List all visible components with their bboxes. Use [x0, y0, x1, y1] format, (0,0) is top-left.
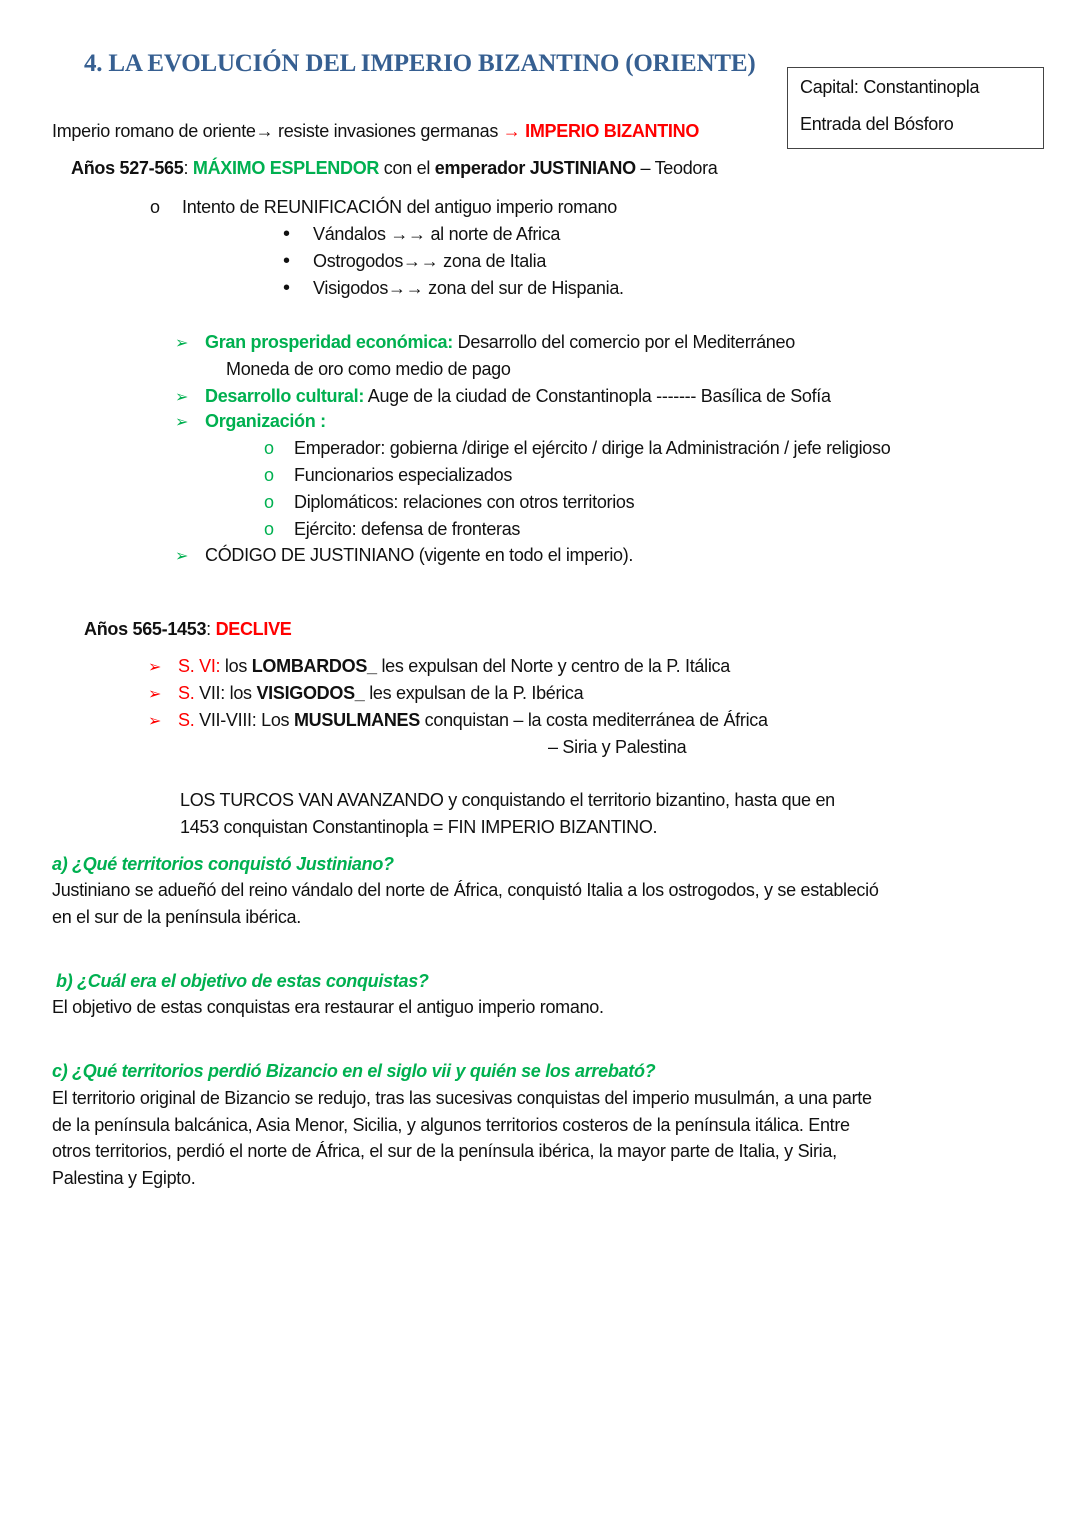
answer-c: de la península balcánica, Asia Menor, Sicilia, y algunos territorios costeros de la península itálica. Entre [52, 1115, 850, 1135]
sep: : [206, 619, 216, 639]
text: – Teodora [635, 158, 718, 178]
century: S. [178, 683, 195, 703]
century: S. [178, 710, 195, 730]
list-item [264, 491, 634, 513]
arrow-bullet-icon: ➢ [175, 548, 189, 565]
text: con el [379, 158, 435, 178]
question-b: b) ¿Cuál era el objetivo de estas conquistas? [56, 971, 429, 991]
period2-years: Años 565-1453 [84, 619, 207, 639]
economy-item [175, 331, 795, 355]
reunification-item [150, 196, 617, 218]
culture-item [175, 385, 831, 409]
answer-c: El territorio original de Bizancio se redujo, tras las sucesivas conquistas del imperio musulmán, a una parte [52, 1088, 872, 1108]
capital-text: Capital: Constantinopla [800, 77, 980, 97]
answer-a: en el sur de la península ibérica. [52, 907, 301, 927]
circle-bullet-icon: o [264, 492, 274, 512]
decline-item [148, 655, 730, 679]
text: Vándalos →→ al norte de Africa [313, 224, 561, 244]
text: Auge de la ciudad de Constantinopla ------- Basílica de Sofía [364, 386, 831, 406]
intro-text: Imperio romano de oriente→ resiste invasiones germanas [52, 121, 503, 141]
circle-bullet-icon: o [264, 519, 274, 539]
period1-heading [71, 157, 718, 179]
list-item [264, 518, 520, 540]
bullet-icon: • [283, 223, 290, 245]
answer-b: El objetivo de estas conquistas era restaurar el antiguo imperio romano. [52, 997, 604, 1017]
capital-box [787, 67, 1044, 149]
period1-years: Años 527-565 [71, 158, 184, 178]
text: Ostrogodos→→ zona de Italia [313, 251, 547, 271]
period2-highlight: DECLIVE [215, 619, 292, 639]
bullet-icon: • [283, 250, 290, 272]
list-item [264, 437, 890, 459]
label: Gran prosperidad económica: [205, 332, 453, 352]
arrow-bullet-icon: ➢ [175, 335, 189, 352]
sep: : [183, 158, 193, 178]
arrow-bullet-icon: ➢ [175, 414, 189, 431]
text: VII: los [194, 683, 257, 703]
list-item [264, 464, 512, 486]
emperor: emperador JUSTINIANO [434, 158, 636, 178]
circle-bullet-icon: o [264, 438, 274, 458]
arrow-bullet-icon: ➢ [148, 686, 162, 703]
label: Desarrollo cultural: [205, 386, 365, 406]
arrow-bullet-icon: ➢ [148, 713, 162, 730]
period2-heading [84, 618, 292, 640]
text: Ejército: defensa de fronteras [294, 519, 521, 539]
text: los [220, 656, 252, 676]
answer-c: otros territorios, perdió el norte de África, el sur de la península ibérica, la mayor parte de Italia, y Siria, [52, 1141, 837, 1161]
list-item [283, 277, 624, 299]
text: – Siria y Palestina [548, 737, 687, 757]
page-title: 4. LA EVOLUCIÓN DEL IMPERIO BIZANTINO (ORIENTE) [84, 50, 756, 77]
text: Visigodos→→ zona del sur de Hispania. [313, 278, 624, 298]
intro-line [52, 120, 699, 142]
question-c: c) ¿Qué territorios perdió Bizancio en el siglo vii y quién se los arrebató? [52, 1061, 656, 1081]
text: VII-VIII: Los [194, 710, 294, 730]
list-item [283, 223, 560, 245]
century: S. VI: [178, 656, 221, 676]
text: Emperador: gobierna /dirige el ejército / dirige la Administración / jefe religioso [294, 438, 891, 458]
people: VISIGODOS_ [256, 683, 365, 703]
people: MUSULMANES [293, 710, 420, 730]
text: CÓDIGO DE JUSTINIANO (vigente en todo el imperio). [205, 545, 634, 565]
label: Organización : [205, 411, 326, 431]
decline-item [148, 682, 583, 706]
text: Desarrollo del comercio por el Mediterráneo [452, 332, 795, 352]
people: LOMBARDOS_ [251, 656, 377, 676]
byzantine-empire-label: → IMPERIO BIZANTINO [502, 121, 700, 141]
bullet-icon: • [283, 277, 290, 299]
text: Diplomáticos: relaciones con otros territorios [294, 492, 635, 512]
question-a: a) ¿Qué territorios conquistó Justiniano? [52, 854, 394, 874]
bosphorus-text: Entrada del Bósforo [800, 114, 954, 134]
text: Moneda de oro como medio de pago [226, 359, 511, 379]
list-item [283, 250, 546, 272]
code-item [175, 544, 633, 568]
text: les expulsan del Norte y centro de la P. Itálica [376, 656, 730, 676]
turks-text: 1453 conquistan Constantinopla = FIN IMPERIO BIZANTINO. [180, 817, 658, 837]
decline-item [148, 709, 768, 733]
answer-c: Palestina y Egipto. [52, 1168, 196, 1188]
answer-a: Justiniano se adueñó del reino vándalo del norte de África, conquistó Italia a los ostrogodos, y se estableció [52, 880, 879, 900]
period1-highlight: MÁXIMO ESPLENDOR [192, 158, 380, 178]
text: Funcionarios especializados [294, 465, 513, 485]
circle-bullet-icon: o [150, 197, 160, 217]
text: Intento de REUNIFICACIÓN del antiguo imperio romano [182, 197, 617, 217]
text: les expulsan de la P. Ibérica [364, 683, 584, 703]
organization-item [175, 410, 326, 434]
circle-bullet-icon: o [264, 465, 274, 485]
text: conquistan – la costa mediterránea de África [419, 710, 768, 730]
turks-text: LOS TURCOS VAN AVANZANDO y conquistando el territorio bizantino, hasta que en [180, 790, 835, 810]
arrow-bullet-icon: ➢ [148, 659, 162, 676]
arrow-bullet-icon: ➢ [175, 389, 189, 406]
